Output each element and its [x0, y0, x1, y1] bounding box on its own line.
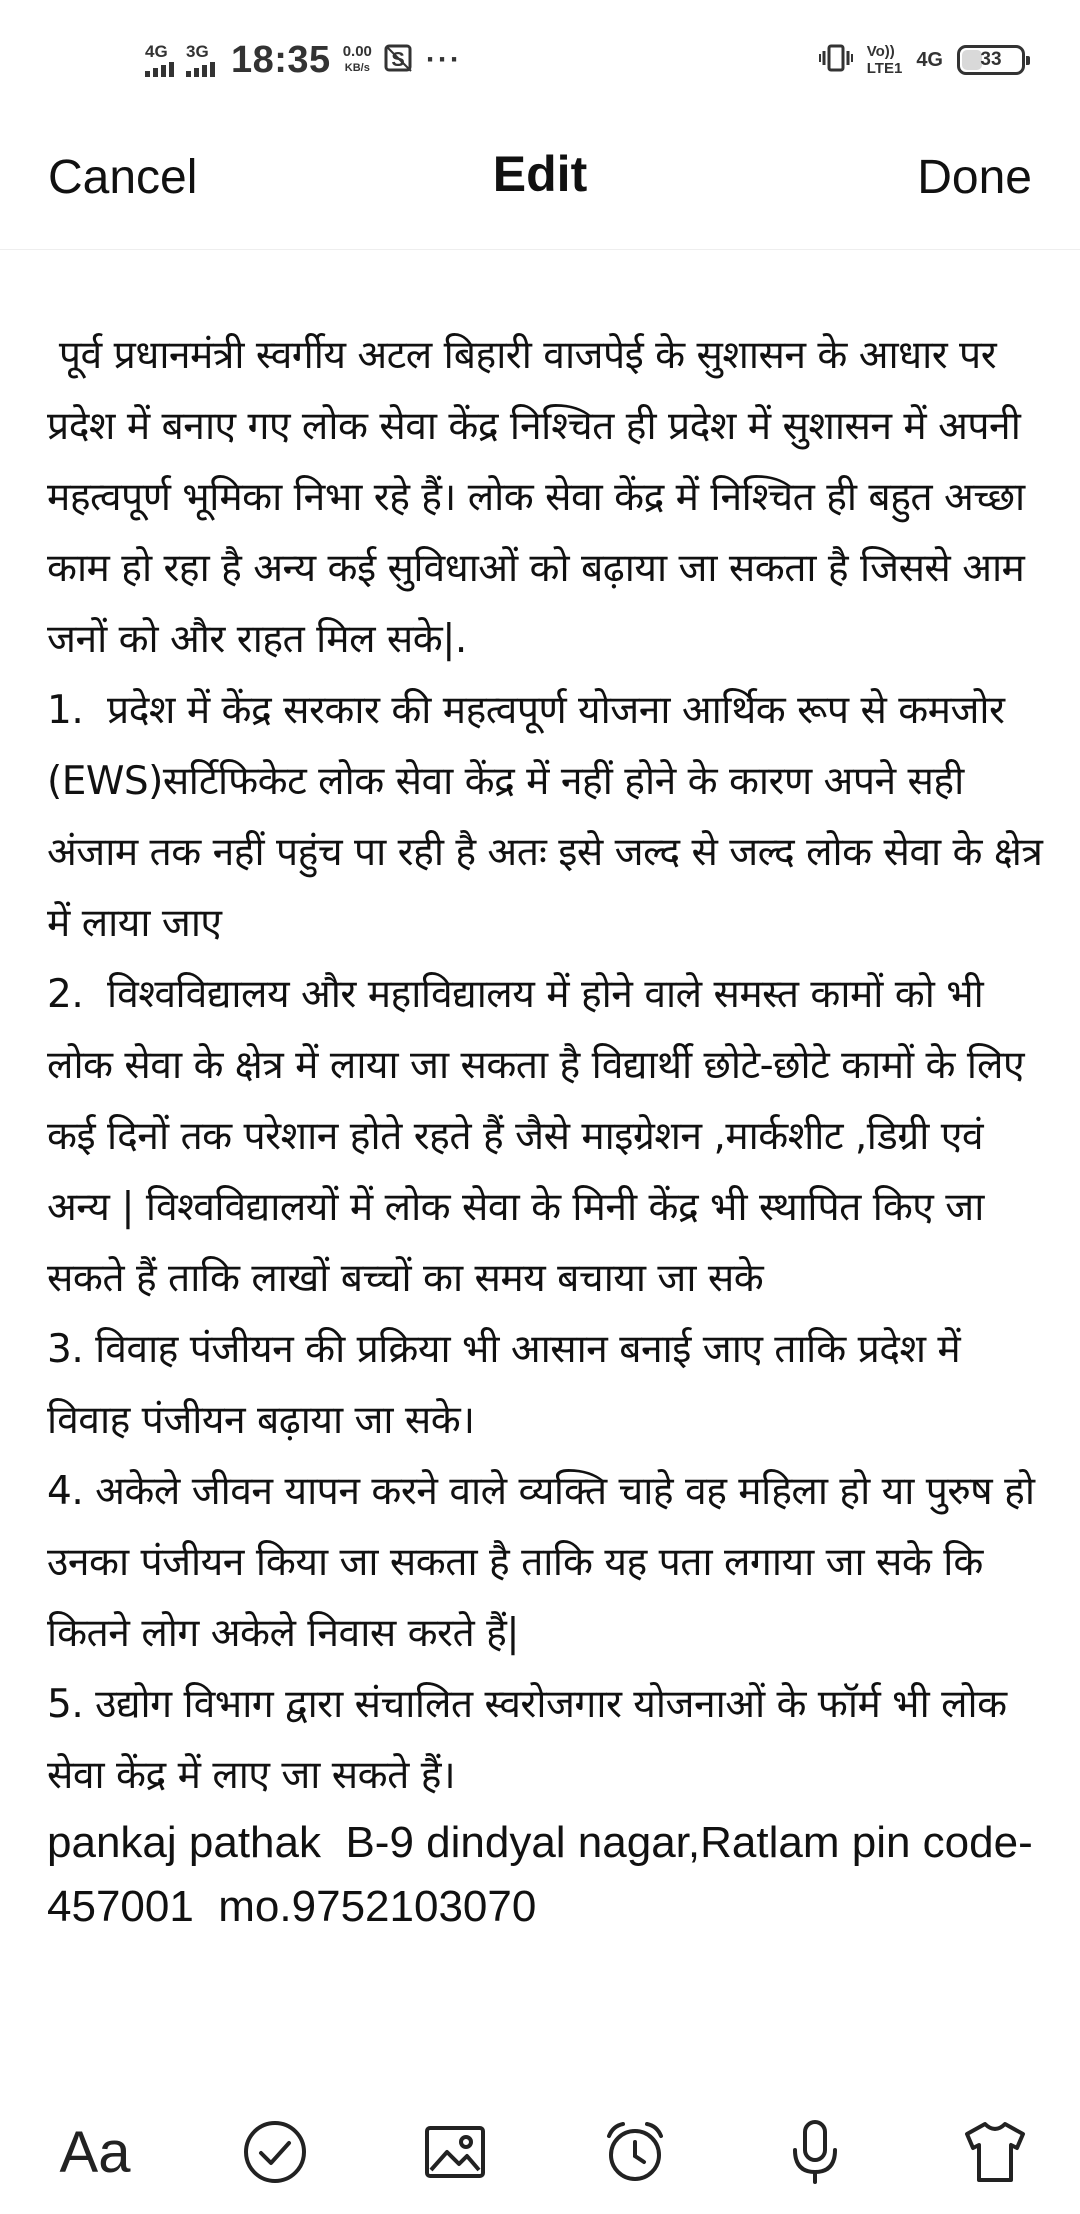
reminder-button[interactable] — [590, 2107, 680, 2197]
voice-input-button[interactable] — [770, 2107, 860, 2197]
battery-level: 33 — [980, 49, 1002, 70]
note-paragraph-intro[interactable]: पूर्व प्रधानमंत्री स्वर्गीय अटल बिहारी वाजपेई के सुशासन के आधार पर प्रदेश में बनाए गए लोक सेवा केंद्र निश्चित ही प्रदेश में सुशासन में अपनी महत्वपूर्ण भूमिका निभा रहे हैं। लोक सेवा केंद्र में निश्चित ही बहुत अच्छा काम हो रहा है अन्य कई सुविधाओं को बढ़ाया जा सकता है जिससे आम जनों को और राहत मिल सके|. — [47, 333, 1037, 662]
note-item-4[interactable]: 4. अकेले जीवन यापन करने वाले व्यक्ति चाहे वह महिला हो या पुरुष हो उनका पंजीयन किया जा सकता है ताकि यह पता लगाया जा सके कि कितने लोग अकेले निवास करते हैं| — [47, 1469, 1047, 1656]
editor-toolbar — [0, 120, 1080, 250]
image-icon — [419, 2116, 491, 2188]
done-button[interactable]: Done — [917, 151, 1032, 204]
text-format-button[interactable] — [50, 2107, 140, 2197]
cancel-button[interactable]: Cancel — [48, 151, 198, 204]
checklist-button[interactable] — [230, 2107, 320, 2197]
svg-text:S: S — [391, 48, 405, 71]
note-signature[interactable]: pankaj pathak B-9 dindyal nagar,Ratlam pin code-457001 mo.9752103070 — [47, 1818, 1033, 1931]
signal-4g-icon: 4G — [145, 43, 174, 77]
more-notifications-icon: ··· — [425, 43, 462, 76]
theme-button[interactable] — [950, 2107, 1040, 2197]
battery-icon — [957, 45, 1025, 75]
editor-bottom-bar — [0, 2090, 1080, 2214]
status-bar — [0, 0, 1080, 120]
notification-s-icon — [384, 43, 414, 78]
text-format-icon: Aa — [59, 2119, 131, 2185]
note-item-3[interactable]: 3. विवाह पंजीयन की प्रक्रिया भी आसान बनाई जाए ताकि प्रदेश में विवाह पंजीयन बढ़ाया जा सके। — [47, 1327, 973, 1443]
status-left — [145, 35, 462, 85]
volte-indicator: Vo)) LTE1 — [866, 43, 903, 77]
note-item-2[interactable]: 2. विश्वविद्यालय और महाविद्यालय में होने वाले समस्त कामों को भी लोक सेवा के क्षेत्र में लाया जा सकता है विद्यार्थी छोटे-छोटे कामों के लिए कई दिनों तक परेशान होते रहते हैं जैसे माइग्रेशन ,मार्कशीट ,डिग्री एवं अन्य | विश्वविद्यालयों में लोक सेवा के मिनी केंद्र भी स्थापित किए जा सकते हैं ताकि लाखों बच्चों का समय बचाया जा सके — [47, 972, 1036, 1301]
network-speed-unit: KB/s — [344, 62, 370, 74]
theme-shirt-icon — [959, 2116, 1031, 2188]
vibrate-icon — [819, 41, 853, 80]
clock-time: 18:35 — [231, 38, 331, 81]
network-speed-value: 0.00 — [342, 43, 372, 60]
signal-3g-icon: 3G — [186, 43, 215, 77]
insert-image-button[interactable] — [410, 2107, 500, 2197]
network-speed — [343, 44, 372, 76]
microphone-icon — [779, 2116, 851, 2188]
checklist-icon — [239, 2116, 311, 2188]
alarm-clock-icon — [599, 2116, 671, 2188]
status-right — [819, 35, 1025, 85]
note-editor[interactable] — [47, 320, 1055, 2080]
note-item-5[interactable]: 5. उद्योग विभाग द्वारा संचालित स्वरोजगार योजनाओं के फॉर्म भी लोक सेवा केंद्र में लाए जा सकते हैं। — [47, 1682, 1019, 1798]
page-title: Edit — [492, 146, 588, 202]
note-item-1[interactable]: 1. प्रदेश में केंद्र सरकार की महत्वपूर्ण योजना आर्थिक रूप से कमजोर (EWS)सर्टिफिकेट लोक सेवा केंद्र में नहीं होने के कारण अपने सही अंजाम तक नहीं पहुंच पा रही है अतः इसे जल्द से जल्द लोक सेवा के क्षेत्र में लाया जाए — [47, 688, 1055, 946]
network-4g-label: 4G — [916, 48, 943, 71]
